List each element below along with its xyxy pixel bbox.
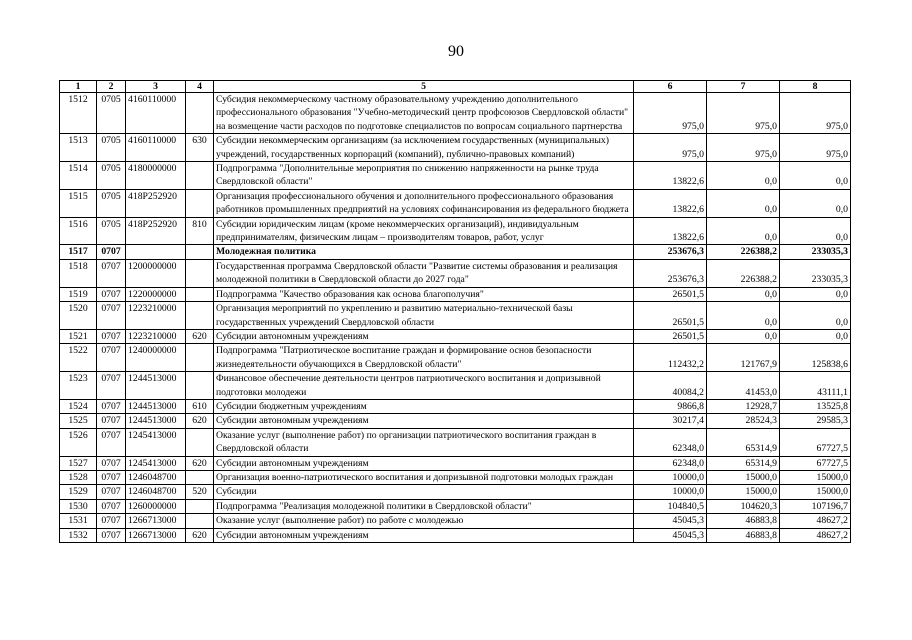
row-number: 1525 xyxy=(60,414,97,428)
amount-col-6: 975,0 xyxy=(634,93,707,134)
header-row xyxy=(60,81,851,93)
item-name: Субсидии xyxy=(214,485,634,499)
amount-col-6: 104840,5 xyxy=(634,499,707,513)
amount-col-8: 48627,2 xyxy=(780,514,851,528)
amount-col-6: 975,0 xyxy=(634,134,707,162)
expense-type-code xyxy=(186,162,214,190)
table-row xyxy=(60,528,851,542)
target-article-code: 1244513000 xyxy=(126,372,186,400)
section-code: 0707 xyxy=(97,329,126,343)
item-name: Финансовое обеспечение деятельности центров патриотического воспитания и допризывной подготовки молодежи xyxy=(214,372,634,400)
amount-col-6: 26501,5 xyxy=(634,302,707,330)
expense-type-code: 520 xyxy=(186,485,214,499)
expense-type-code xyxy=(186,189,214,217)
section-code: 0707 xyxy=(97,302,126,330)
expense-type-code: 630 xyxy=(186,134,214,162)
amount-col-7: 226388,2 xyxy=(707,245,780,259)
amount-col-6: 45045,3 xyxy=(634,528,707,542)
expense-type-code xyxy=(186,470,214,484)
amount-col-7: 0,0 xyxy=(707,217,780,245)
table-row xyxy=(60,245,851,259)
section-code: 0705 xyxy=(97,162,126,190)
row-number: 1523 xyxy=(60,372,97,400)
expense-type-code xyxy=(186,372,214,400)
table-row xyxy=(60,217,851,245)
row-number: 1532 xyxy=(60,528,97,542)
table-row xyxy=(60,93,851,134)
target-article-code: 1223210000 xyxy=(126,302,186,330)
item-name: Подпрограмма "Реализация молодежной политики в Свердловской области" xyxy=(214,499,634,513)
target-article-code: 418P252920 xyxy=(126,217,186,245)
row-number: 1521 xyxy=(60,329,97,343)
section-code: 0705 xyxy=(97,217,126,245)
target-article-code: 1246048700 xyxy=(126,485,186,499)
section-code: 0705 xyxy=(97,134,126,162)
table-row xyxy=(60,162,851,190)
table-row xyxy=(60,470,851,484)
amount-col-6: 9866,8 xyxy=(634,399,707,413)
section-code: 0707 xyxy=(97,414,126,428)
section-code: 0707 xyxy=(97,372,126,400)
section-code: 0707 xyxy=(97,259,126,287)
header-cell-4: 4 xyxy=(186,81,214,93)
amount-col-6: 10000,0 xyxy=(634,485,707,499)
amount-col-7: 15000,0 xyxy=(707,470,780,484)
section-code: 0707 xyxy=(97,499,126,513)
target-article-code: 4160110000 xyxy=(126,93,186,134)
item-name: Субсидии бюджетным учреждениям xyxy=(214,399,634,413)
target-article-code: 1244513000 xyxy=(126,414,186,428)
item-name: Государственная программа Свердловской области "Развитие системы образования и реализация молодежной политики в Свердловской области до 2027 года" xyxy=(214,259,634,287)
row-number: 1530 xyxy=(60,499,97,513)
table-row xyxy=(60,456,851,470)
target-article-code: 1240000000 xyxy=(126,344,186,372)
header-cell-8: 8 xyxy=(780,81,851,93)
amount-col-7: 0,0 xyxy=(707,287,780,301)
item-name: Организация мероприятий по укреплению и развитию материально-технической базы государственных учреждений Свердловской области xyxy=(214,302,634,330)
item-name: Организация военно-патриотического воспитания и допризывной подготовки молодых граждан xyxy=(214,470,634,484)
amount-col-8: 15000,0 xyxy=(780,470,851,484)
amount-col-8: 0,0 xyxy=(780,217,851,245)
item-name: Подпрограмма "Патриотическое воспитание граждан и формирование основ безопасности жизнедеятельности обучающихся в Свердловской области" xyxy=(214,344,634,372)
table-row xyxy=(60,302,851,330)
amount-col-6: 10000,0 xyxy=(634,470,707,484)
amount-col-6: 13822,6 xyxy=(634,162,707,190)
target-article-code: 1244513000 xyxy=(126,399,186,413)
amount-col-6: 253676,3 xyxy=(634,259,707,287)
expense-type-code: 620 xyxy=(186,414,214,428)
row-number: 1529 xyxy=(60,485,97,499)
row-number: 1517 xyxy=(60,245,97,259)
table-row xyxy=(60,189,851,217)
amount-col-6: 30217,4 xyxy=(634,414,707,428)
row-number: 1519 xyxy=(60,287,97,301)
amount-col-7: 0,0 xyxy=(707,302,780,330)
amount-col-8: 975,0 xyxy=(780,134,851,162)
amount-col-8: 125838,6 xyxy=(780,344,851,372)
target-article-code: 1200000000 xyxy=(126,259,186,287)
row-number: 1528 xyxy=(60,470,97,484)
amount-col-7: 226388,2 xyxy=(707,259,780,287)
amount-col-8: 0,0 xyxy=(780,287,851,301)
expense-type-code xyxy=(186,499,214,513)
expense-type-code xyxy=(186,428,214,456)
table-row xyxy=(60,428,851,456)
amount-col-8: 233035,3 xyxy=(780,259,851,287)
amount-col-6: 62348,0 xyxy=(634,428,707,456)
table-row xyxy=(60,344,851,372)
amount-col-7: 104620,3 xyxy=(707,499,780,513)
row-number: 1531 xyxy=(60,514,97,528)
header-cell-1: 1 xyxy=(60,81,97,93)
item-name: Подпрограмма "Дополнительные мероприятия по снижению напряженности на рынке труда Свердловской области" xyxy=(214,162,634,190)
target-article-code: 1260000000 xyxy=(126,499,186,513)
header-cell-7: 7 xyxy=(707,81,780,93)
amount-col-8: 107196,7 xyxy=(780,499,851,513)
section-code: 0707 xyxy=(97,399,126,413)
amount-col-6: 45045,3 xyxy=(634,514,707,528)
target-article-code xyxy=(126,245,186,259)
expense-type-code: 620 xyxy=(186,456,214,470)
expense-type-code xyxy=(186,287,214,301)
row-number: 1518 xyxy=(60,259,97,287)
section-code: 0707 xyxy=(97,485,126,499)
section-code: 0707 xyxy=(97,245,126,259)
amount-col-7: 41453,0 xyxy=(707,372,780,400)
table-row xyxy=(60,399,851,413)
expense-type-code xyxy=(186,302,214,330)
table-row xyxy=(60,372,851,400)
section-code: 0707 xyxy=(97,528,126,542)
expense-type-code: 620 xyxy=(186,528,214,542)
row-number: 1520 xyxy=(60,302,97,330)
table-row xyxy=(60,329,851,343)
amount-col-7: 121767,9 xyxy=(707,344,780,372)
target-article-code: 1245413000 xyxy=(126,428,186,456)
amount-col-6: 13822,6 xyxy=(634,217,707,245)
section-code: 0707 xyxy=(97,514,126,528)
header-cell-5: 5 xyxy=(214,81,634,93)
target-article-code: 4160110000 xyxy=(126,134,186,162)
table-row xyxy=(60,499,851,513)
item-name: Подпрограмма "Качество образования как основа благополучия" xyxy=(214,287,634,301)
amount-col-8: 29585,3 xyxy=(780,414,851,428)
amount-col-7: 12928,7 xyxy=(707,399,780,413)
expense-type-code: 810 xyxy=(186,217,214,245)
amount-col-8: 0,0 xyxy=(780,302,851,330)
expense-type-code xyxy=(186,514,214,528)
expense-type-code xyxy=(186,245,214,259)
amount-col-8: 0,0 xyxy=(780,162,851,190)
amount-col-6: 62348,0 xyxy=(634,456,707,470)
amount-col-8: 0,0 xyxy=(780,189,851,217)
amount-col-6: 112432,2 xyxy=(634,344,707,372)
target-article-code: 1246048700 xyxy=(126,470,186,484)
page-number: 90 xyxy=(448,43,464,60)
target-article-code: 1266713000 xyxy=(126,528,186,542)
target-article-code: 1245413000 xyxy=(126,456,186,470)
row-number: 1513 xyxy=(60,134,97,162)
amount-col-8: 0,0 xyxy=(780,329,851,343)
section-code: 0707 xyxy=(97,428,126,456)
row-number: 1526 xyxy=(60,428,97,456)
item-name: Оказание услуг (выполнение работ) по организации патриотического воспитания граждан в Свердловской области xyxy=(214,428,634,456)
item-name: Субсидии автономным учреждениям xyxy=(214,329,634,343)
amount-col-7: 15000,0 xyxy=(707,485,780,499)
amount-col-6: 13822,6 xyxy=(634,189,707,217)
item-name: Субсидии некоммерческим организациям (за исключением государственных (муниципальных) учреждений, государственных корпораций (компаний), публично-правовых компаний) xyxy=(214,134,634,162)
section-code: 0705 xyxy=(97,93,126,134)
target-article-code: 1266713000 xyxy=(126,514,186,528)
amount-col-6: 26501,5 xyxy=(634,329,707,343)
item-name: Молодежная политика xyxy=(214,245,634,259)
amount-col-7: 46883,8 xyxy=(707,514,780,528)
amount-col-8: 67727,5 xyxy=(780,456,851,470)
section-code: 0707 xyxy=(97,456,126,470)
amount-col-7: 0,0 xyxy=(707,189,780,217)
row-number: 1516 xyxy=(60,217,97,245)
row-number: 1522 xyxy=(60,344,97,372)
budget-table xyxy=(59,80,851,543)
amount-col-7: 975,0 xyxy=(707,93,780,134)
amount-col-7: 0,0 xyxy=(707,162,780,190)
amount-col-8: 975,0 xyxy=(780,93,851,134)
row-number: 1524 xyxy=(60,399,97,413)
expense-type-code: 620 xyxy=(186,329,214,343)
item-name: Субсидии автономным учреждениям xyxy=(214,528,634,542)
amount-col-8: 13525,8 xyxy=(780,399,851,413)
amount-col-6: 253676,3 xyxy=(634,245,707,259)
amount-col-8: 43111,1 xyxy=(780,372,851,400)
row-number: 1515 xyxy=(60,189,97,217)
target-article-code: 4180000000 xyxy=(126,162,186,190)
amount-col-8: 15000,0 xyxy=(780,485,851,499)
amount-col-8: 233035,3 xyxy=(780,245,851,259)
row-number: 1512 xyxy=(60,93,97,134)
amount-col-6: 26501,5 xyxy=(634,287,707,301)
amount-col-7: 65314,9 xyxy=(707,428,780,456)
target-article-code: 418P252920 xyxy=(126,189,186,217)
table-row xyxy=(60,287,851,301)
target-article-code: 1220000000 xyxy=(126,287,186,301)
item-name: Субсидии юридическим лицам (кроме некоммерческих организаций), индивидуальным предпринимателям, физическим лицам – производителям товаров, работ, услуг xyxy=(214,217,634,245)
item-name: Организация профессионального обучения и дополнительного профессионального образования работников промышленных предприятий на условиях софинансирования из федерального бюджета xyxy=(214,189,634,217)
amount-col-7: 28524,3 xyxy=(707,414,780,428)
amount-col-7: 975,0 xyxy=(707,134,780,162)
table-row xyxy=(60,134,851,162)
table-row xyxy=(60,514,851,528)
amount-col-6: 40084,2 xyxy=(634,372,707,400)
table-row xyxy=(60,259,851,287)
section-code: 0707 xyxy=(97,344,126,372)
amount-col-7: 0,0 xyxy=(707,329,780,343)
table-row xyxy=(60,485,851,499)
amount-col-8: 48627,2 xyxy=(780,528,851,542)
target-article-code: 1223210000 xyxy=(126,329,186,343)
header-cell-6: 6 xyxy=(634,81,707,93)
amount-col-7: 65314,9 xyxy=(707,456,780,470)
row-number: 1527 xyxy=(60,456,97,470)
header-cell-2: 2 xyxy=(97,81,126,93)
section-code: 0707 xyxy=(97,287,126,301)
header-cell-3: 3 xyxy=(126,81,186,93)
section-code: 0705 xyxy=(97,189,126,217)
table-row xyxy=(60,414,851,428)
expense-type-code: 610 xyxy=(186,399,214,413)
amount-col-7: 46883,8 xyxy=(707,528,780,542)
item-name: Субсидия некоммерческому частному образовательному учреждению дополнительного профессионального образования "Учебно-методический центр профсоюзов Свердловской области" на возмещение части расходов по подготовке специалистов по вопросам социального партнерства xyxy=(214,93,634,134)
expense-type-code xyxy=(186,93,214,134)
expense-type-code xyxy=(186,344,214,372)
item-name: Оказание услуг (выполнение работ) по работе с молодежью xyxy=(214,514,634,528)
item-name: Субсидии автономным учреждениям xyxy=(214,414,634,428)
expense-type-code xyxy=(186,259,214,287)
section-code: 0707 xyxy=(97,470,126,484)
amount-col-8: 67727,5 xyxy=(780,428,851,456)
item-name: Субсидии автономным учреждениям xyxy=(214,456,634,470)
row-number: 1514 xyxy=(60,162,97,190)
